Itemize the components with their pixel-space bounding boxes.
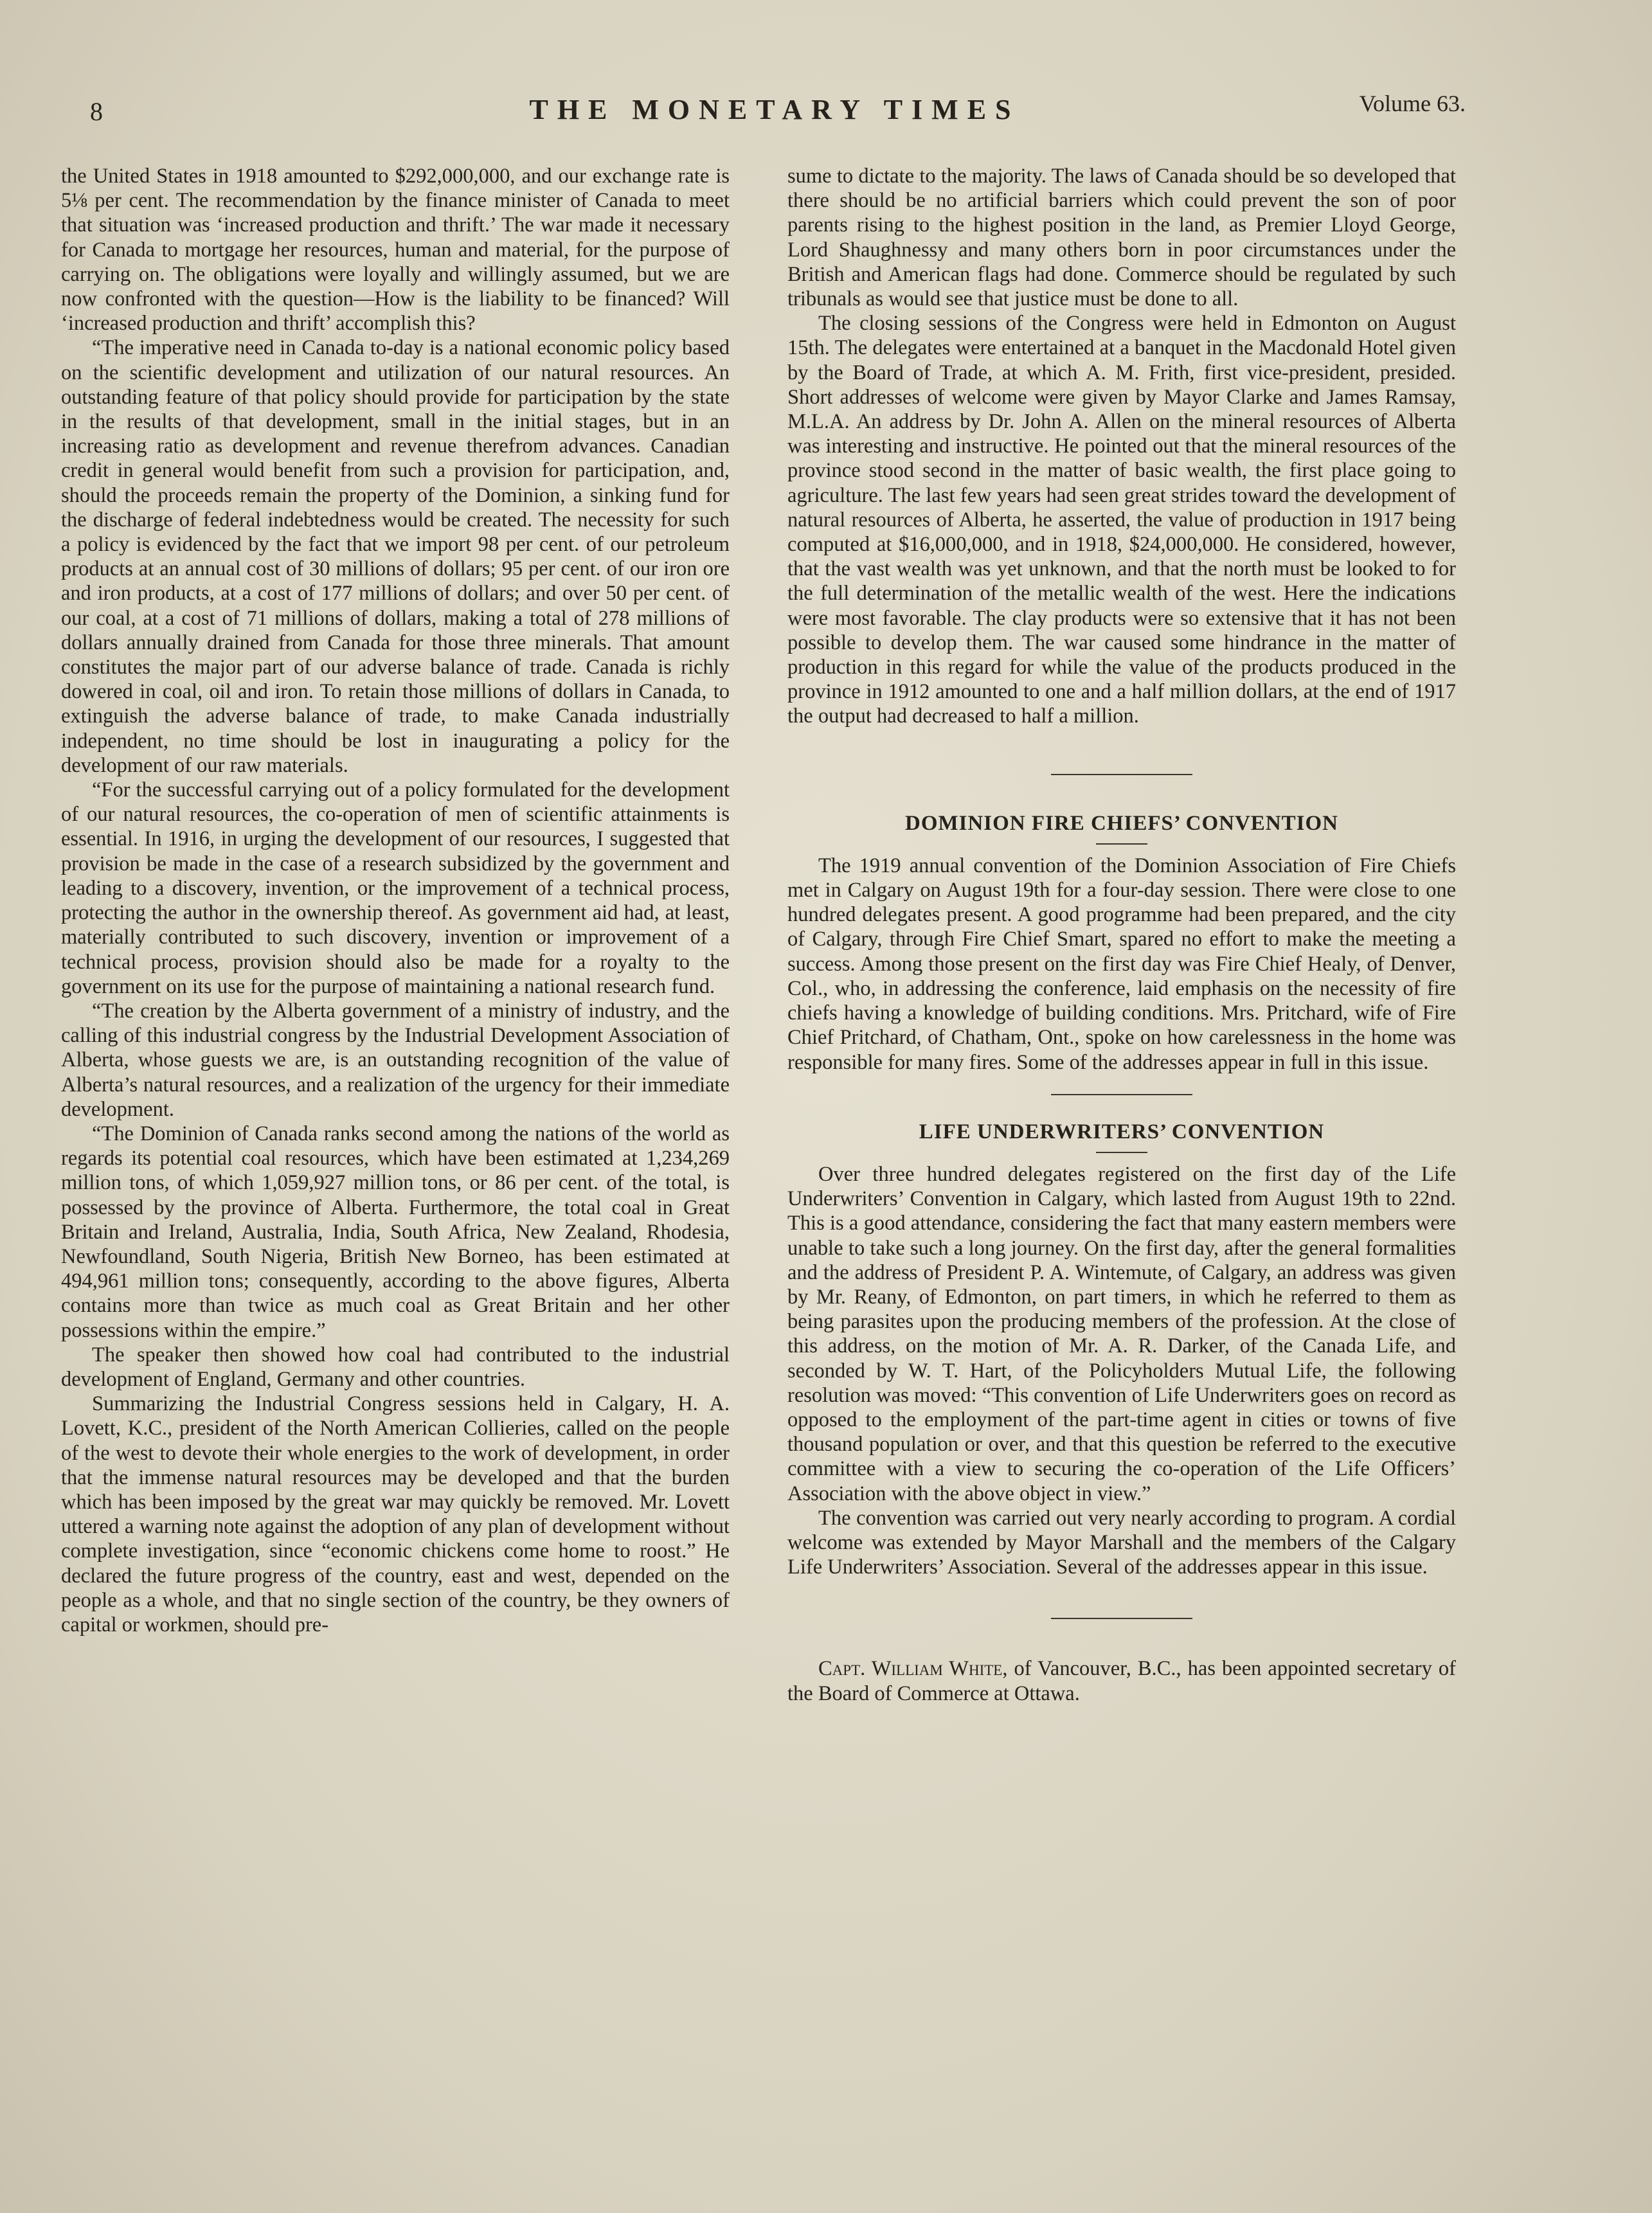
fire-chiefs-heading: DOMINION FIRE CHIEFS’ CONVENTION xyxy=(904,811,1339,835)
heading-rule xyxy=(1096,843,1147,845)
heading-rule xyxy=(1096,1152,1147,1153)
paragraph: the United States in 1918 amounted to $292,000,000, and our exchange rate is 5⅛ per cent. The recommendation by the finance minister of Canada to meet that situation was ‘increased production and thrift.’ The war made it necessary for Canada to mortgage her resources, human and material, for the purpose of carrying on. The obligations were loyally and willingly assumed, but we are now confronted with the question—How is the liability to be financed? Will ‘increased production and thrift’ accomplish this? xyxy=(61,165,730,336)
right-column xyxy=(787,164,1456,1706)
life-underwriters-heading: LIFE UNDERWRITERS’ CONVENTION xyxy=(919,1120,1325,1143)
page-number: 8 xyxy=(90,97,103,126)
fire-chiefs-body: The 1919 annual convention of the Dominion Association of Fire Chiefs met in Calgary on August 19th for a four-day session. There were close to one hundred delegates present. A good programme had been prepared, and the city of Calgary, through Fire Chief Smart, spared no effort to make the meeting a success. Among those present on the first day was Fire Chief Healy, of Denver, Col., who, in addressing the conference, laid emphasis on the necessity of fire chiefs having a knowledge of building conditions. Mrs. Pritchard, wife of Fire Chief Pritchard, of Chatham, Ont., spoke on how carelessness in the home was responsible for many fires. Some of the addresses appear in full in this issue. xyxy=(787,854,1456,1074)
paragraph: sume to dictate to the majority. The laws of Canada should be so developed that there should be no artificial barriers which could prevent the son of poor parents rising to the highest position in the land, as Premier Lloyd George, Lord Shaughnessy and many others born in poor circumstances under the British and American flags had done. Commerce should be regulated by such tribunals as would see that justice must be done to all. xyxy=(787,165,1456,311)
paragraph: Summarizing the Industrial Congress sessions held in Calgary, H. A. Lovett, K.C., president of the North American Collieries, called on the people of the west to devote their whole energies to the work of development, in order that the immense natural resources may be developed and that the burden which has been imposed by the great war may quickly be removed. Mr. Lovett uttered a warning note against the adoption of any plan of development without complete investigation, since “economic chickens come home to roost.” He declared the future progress of the country, east and west, depended on the people as a whole, and that no single section of the country, be they owners of capital or workmen, should pre- xyxy=(61,1392,730,1636)
paragraph: The closing sessions of the Congress were held in Edmonton on August 15th. The delegates were entertained at a banquet in the Macdonald Hotel given by the Board of Trade, at which A. M. Frith, first vice-president, presided. Short addresses of welcome were given by Mayor Clarke and James Ramsay, M.L.A. An address by Dr. John A. Allen on the mineral resources of Alberta was interesting and instructive. He pointed out that the mineral resources of the province stood second in the matter of basic wealth, the first place going to agriculture. The last few years had seen great strides toward the development of natural resources of Alberta, he asserted, the value of production in 1917 being computed at $16,000,000, and in 1918, $24,000,000. He considered, however, that the vast wealth was yet unknown, and that the north must be looked to for the full determination of the metallic wealth of the west. Here the indications were most favorable. The clay products were so extensive that it has not been possible to develop them. The war caused some hindrance in the matter of production in this regard for while the value of the products produced in the province in 1912 amounted to one and a half million dollars, at the end of 1917 the output had decreased to half a million. xyxy=(787,312,1456,728)
life-underwriters-body: The convention was carried out very nearly according to program. A cordial welcome was extended by Mayor Marshall and the members of the Calgary Life Underwriters’ Association. Several of the addresses appear in this issue. xyxy=(787,1506,1456,1579)
left-column xyxy=(61,164,730,1637)
paragraph: “The Dominion of Canada ranks second among the nations of the world as regards its potential coal resources, which have been estimated at 1,234,269 million tons, of which 1,059,927 million tons, or 86 per cent. of the total, is possessed by the province of Alberta. Furthermore, the total coal in Great Britain and Ireland, Australia, India, South Africa, New Zealand, Rhodesia, Newfoundland, South Nigeria, British New Borneo, has been estimated at 494,961 million tons; consequently, according to the above figures, Alberta contains more than twice as much coal as Great Britain and her other possessions within the empire.” xyxy=(61,1122,730,1342)
volume-label: Volume 63. xyxy=(1359,91,1466,116)
appointment-notice xyxy=(787,1656,1456,1705)
life-underwriters-body: Over three hundred delegates registered on the first day of the Life Underwriters’ Convention in Calgary, which lasted from August 19th to 22nd. This is a good attendance, considering the fact that many eastern members were unable to take such a long journey. On the first day, after the general formalities and the address of President P. A. Wintemute, of Calgary, an address was given by Mr. Reany, of Edmonton, on part timers, in which he referred to them as being parasites upon the producing members of the profession. At the close of this address, on the motion of Mr. A. R. Darker, of the Canada Life, and seconded by W. T. Hart, of the Policyholders Mutual Life, the following resolution was moved: “This convention of Life Underwriters goes on record as opposed to the employment of the part-time agent in cities or towns of five thousand population or over, and that this question be referred to the executive committee with a view to securing the co-operation of the Life Officers’ Association with the above object in view.” xyxy=(787,1162,1456,1505)
paragraph: The speaker then showed how coal had contributed to the industrial development of England, Germany and other countries. xyxy=(61,1343,730,1391)
paragraph: “The creation by the Alberta government of a ministry of industry, and the calling of this industrial congress by the Industrial Development Association of Alberta, whose guests we are, is an outstanding recognition of the value of Alberta’s natural resources, and a realization of the urgency for their immediate development. xyxy=(61,999,730,1121)
notice-text: , of Vancouver, B.C., has been appointed secretary of the Board of Commerce at Ottawa. xyxy=(787,1657,1456,1705)
notice-name: Capt. William White xyxy=(818,1657,1003,1681)
page-header xyxy=(84,90,1466,135)
paragraph: “The imperative need in Canada to-day is a national economic policy based on the scientific development and utilization of our natural resources. An outstanding feature of that policy should provide for participation by the state in the results of that development, small in the initial stages, but in an increasing ratio as development and revenue therefrom advances. Canadian credit in general would benefit from such a provision for participation, and, should the proceeds remain the property of the Dominion, a sinking fund for the discharge of federal indebtedness would be created. The necessity for such a policy is evidenced by the fact that we import 98 per cent. of our petroleum products at an annual cost of 30 millions of dollars; 95 per cent. of our iron ore and iron products, at a cost of 177 millions of dollars; and over 50 per cent. of our coal, at a cost of 71 millions of dollars, making a total of 278 millions of dollars annually drained from Canada for those three minerals. That amount constitutes the major part of our adverse balance of trade. Canada is richly dowered in coal, oil and iron. To retain those millions of dollars in Canada, to extinguish the adverse balance of trade, to make Canada industrially independent, no time should be lost in inaugurating a policy for the development of our raw materials. xyxy=(61,336,730,777)
paragraph: “For the successful carrying out of a policy formulated for the development of our natural resources, the co-operation of men of scientific attainments is essential. In 1916, in urging the development of our resources, I suggested that provision be made in the case of a research subsidized by the government and leading to a discovery, invention, or the improvement of a technical process, protecting the author in the ownership thereof. As government aid had, at least, materially contributed to such discovery, invention or improvement of a technical process, provision should also be made for a royalty to the government on its use for the purpose of maintaining a national research fund. xyxy=(61,778,730,998)
publication-title: THE MONETARY TIMES xyxy=(529,94,1020,125)
